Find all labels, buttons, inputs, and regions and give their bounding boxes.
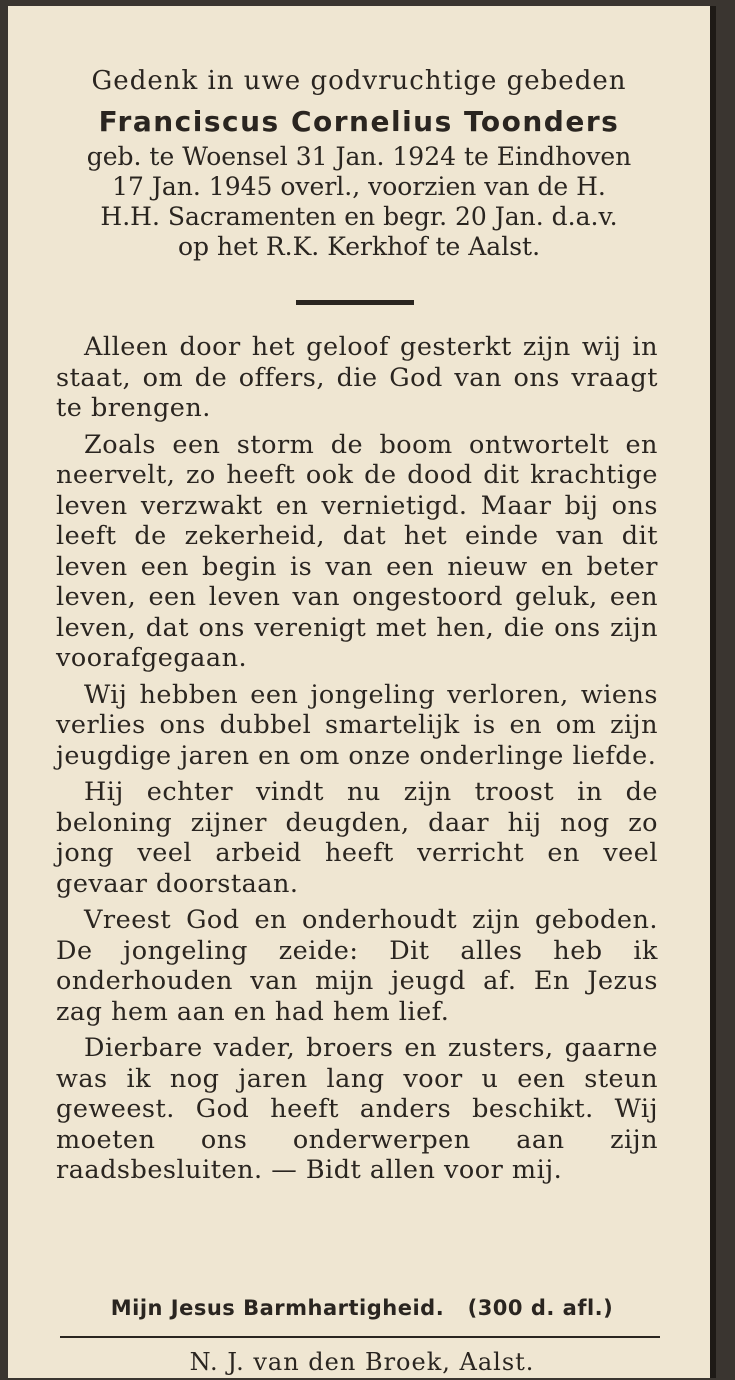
paragraph: Wij hebben een jongeling verloren, wiens verlies ons dubbel smartelijk is en om zijn jeugdige jaren en om onze onderlinge liefde.: [56, 679, 658, 771]
paragraph: Vreest God en onderhoudt zijn geboden. De jongeling zeide: Dit alles heb ik onderhouden van mijn jeugd af. En Jezus zag hem aan en had hem lief.: [56, 905, 658, 1027]
paragraph: Zoals een storm de boom ontwortelt en neervelt, zo heeft ook de dood dit krachtige leven verzwakt en vernietigd. Maar bij ons leeft de zekerheid, dat het einde van dit leven een begin is van een nieuw en beter leven, een leven van ongestoord geluk, een leven, dat ons verenigt met hen, die ons zijn voorafgegaan.: [56, 429, 658, 673]
paragraph: Hij echter vindt nu zijn troost in de beloning zijner deugden, daar hij nog zo jong veel arbeid heeft verricht en veel gevaar doorstaan.: [56, 777, 658, 899]
detail-line: geb. te Woensel 31 Jan. 1924 te Eindhoven: [86, 142, 632, 171]
printer-credit: N. J. van den Broek, Aalst.: [189, 1348, 535, 1376]
detail-line: H.H. Sacramenten en begr. 20 Jan. d.a.v.: [100, 202, 618, 231]
memorial-card: [8, 6, 716, 1378]
paragraph: Dierbare vader, broers en zusters, gaarne was ik nog jaren lang voor u een steun geweest. God heeft anders beschikt. Wij moeten ons onderwerpen aan zijn raadsbesluiten. — Bidt allen voor mij.: [56, 1033, 658, 1185]
footer-divider: [60, 1336, 660, 1338]
deceased-name: Franciscus Cornelius Toonders: [98, 105, 620, 138]
indulgence-prayer: Mijn Jesus Barmhartigheid. (300 d. afl.): [110, 1296, 614, 1320]
detail-line: 17 Jan. 1945 overl., voorzien van de H.: [112, 172, 606, 201]
detail-line: op het R.K. Kerkhof te Aalst.: [177, 232, 541, 261]
paragraph: Alleen door het geloof gesterkt zijn wij in staat, om de offers, die God van ons vraagt te brengen.: [56, 332, 658, 423]
prayer-request: Gedenk in uwe godvruchtige gebeden: [91, 66, 627, 96]
card-header: [8, 64, 710, 262]
divider: [296, 300, 414, 305]
memorial-text: [56, 332, 658, 1192]
